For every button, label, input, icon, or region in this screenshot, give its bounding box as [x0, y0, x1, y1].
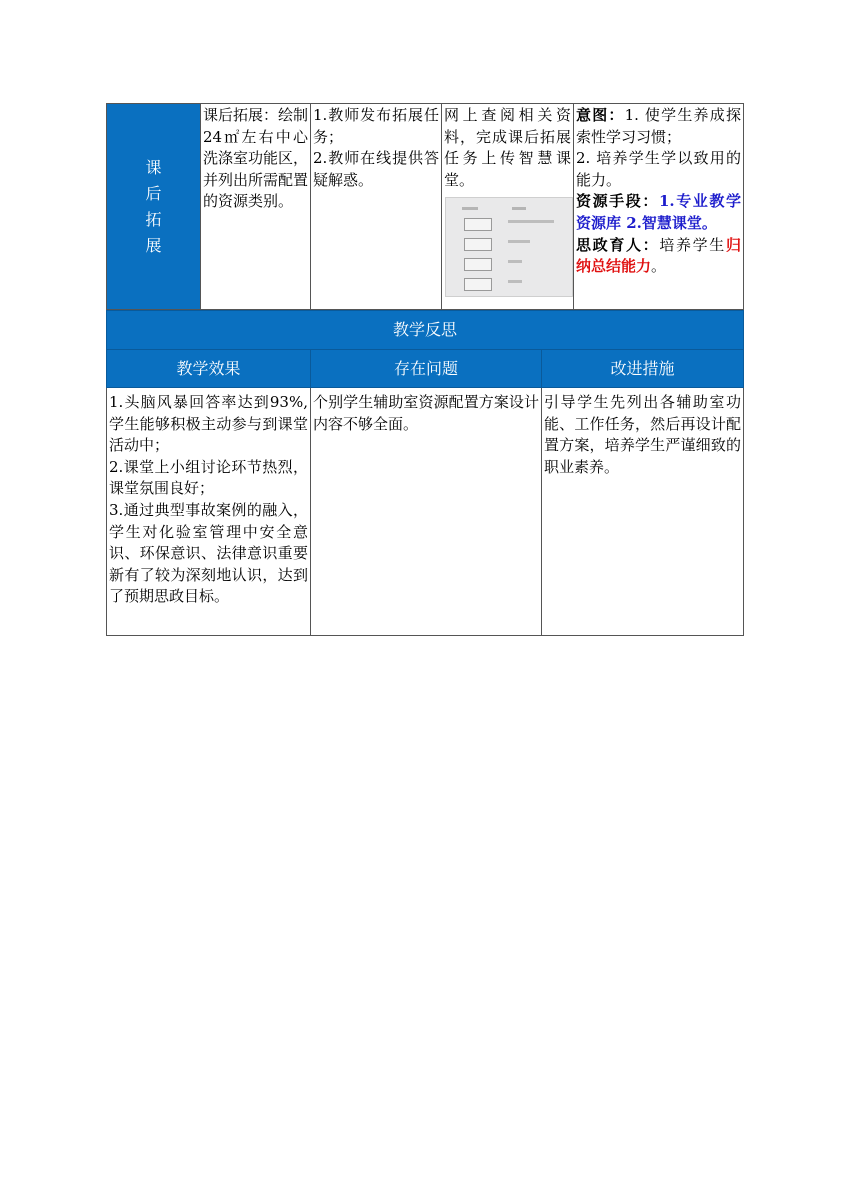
section-label-cell — [107, 104, 201, 310]
content-text: 课后拓展：绘制 24㎡左右中心洗涤室功能区，并列出所需配置的资源类别。 — [203, 106, 309, 211]
section-char: 拓 — [145, 209, 162, 229]
teacher-item: 2.教师在线提供答疑解惑。 — [313, 149, 439, 189]
reflection-title-row — [107, 311, 744, 350]
intent-label: 意图： — [576, 106, 625, 124]
resource-label: 资源手段： — [576, 192, 659, 211]
section-char: 展 — [145, 235, 162, 255]
effect-item: 2.课堂上小组讨论环节热烈，课堂氛围良好； — [109, 457, 308, 498]
section-char: 课 — [145, 157, 162, 177]
problem-text: 个别学生辅助室资源配置方案设计内容不够全面。 — [313, 393, 539, 433]
ideology-end: 。 — [651, 257, 667, 276]
section-char: 后 — [145, 183, 162, 203]
ideology-text: 培养学生 — [659, 235, 726, 254]
worksheet-photo-icon — [445, 197, 573, 297]
effect-item: 3.通过典型事故案例的融入，学生对化验室管理中安全意识、环保意识、法律意识重要新有了较为深刻地认识，达到了预期思政目标。 — [109, 500, 308, 606]
intent-item: 2. 培养学生学以致用的能力。 — [576, 149, 741, 189]
reflection-title: 教学反思 — [107, 311, 744, 350]
header-improvement: 改进措施 — [542, 350, 744, 388]
header-problem: 存在问题 — [311, 350, 542, 388]
ideology-label: 思政育人： — [576, 235, 660, 254]
reflection-header-row — [107, 350, 744, 388]
intent-item: 1. 使学生养成探索性学习习惯； — [576, 106, 741, 146]
resource-value: 1.专业教学资源库 2.智慧课堂。 — [576, 192, 741, 232]
lesson-table-top — [106, 103, 744, 310]
student-text: 网上查阅相关资料，完成课后拓展任务上传智慧课堂。 — [444, 106, 571, 189]
effect-item: 1.头脑风暴回答率达到93%,学生能够积极主动参与到课堂活动中； — [109, 393, 308, 455]
student-activity-cell — [442, 104, 574, 310]
after-class-extension-row — [107, 104, 744, 310]
teacher-item: 1.教师发布拓展任务； — [313, 106, 439, 146]
effect-cell — [107, 388, 311, 636]
content-cell — [201, 104, 311, 310]
design-intent-cell — [574, 104, 744, 310]
ideology-highlight: 归纳总结能力 — [576, 235, 741, 276]
problem-cell — [311, 388, 542, 636]
teacher-activity-cell — [311, 104, 442, 310]
improvement-text: 引导学生先列出各辅助室功能、工作任务，然后再设计配置方案，培养学生严谨细致的职业素养。 — [544, 393, 742, 476]
reflection-content-row — [107, 388, 744, 636]
improvement-cell — [542, 388, 744, 636]
reflection-table — [106, 310, 744, 636]
header-effect: 教学效果 — [107, 350, 311, 388]
document-page — [106, 103, 743, 636]
